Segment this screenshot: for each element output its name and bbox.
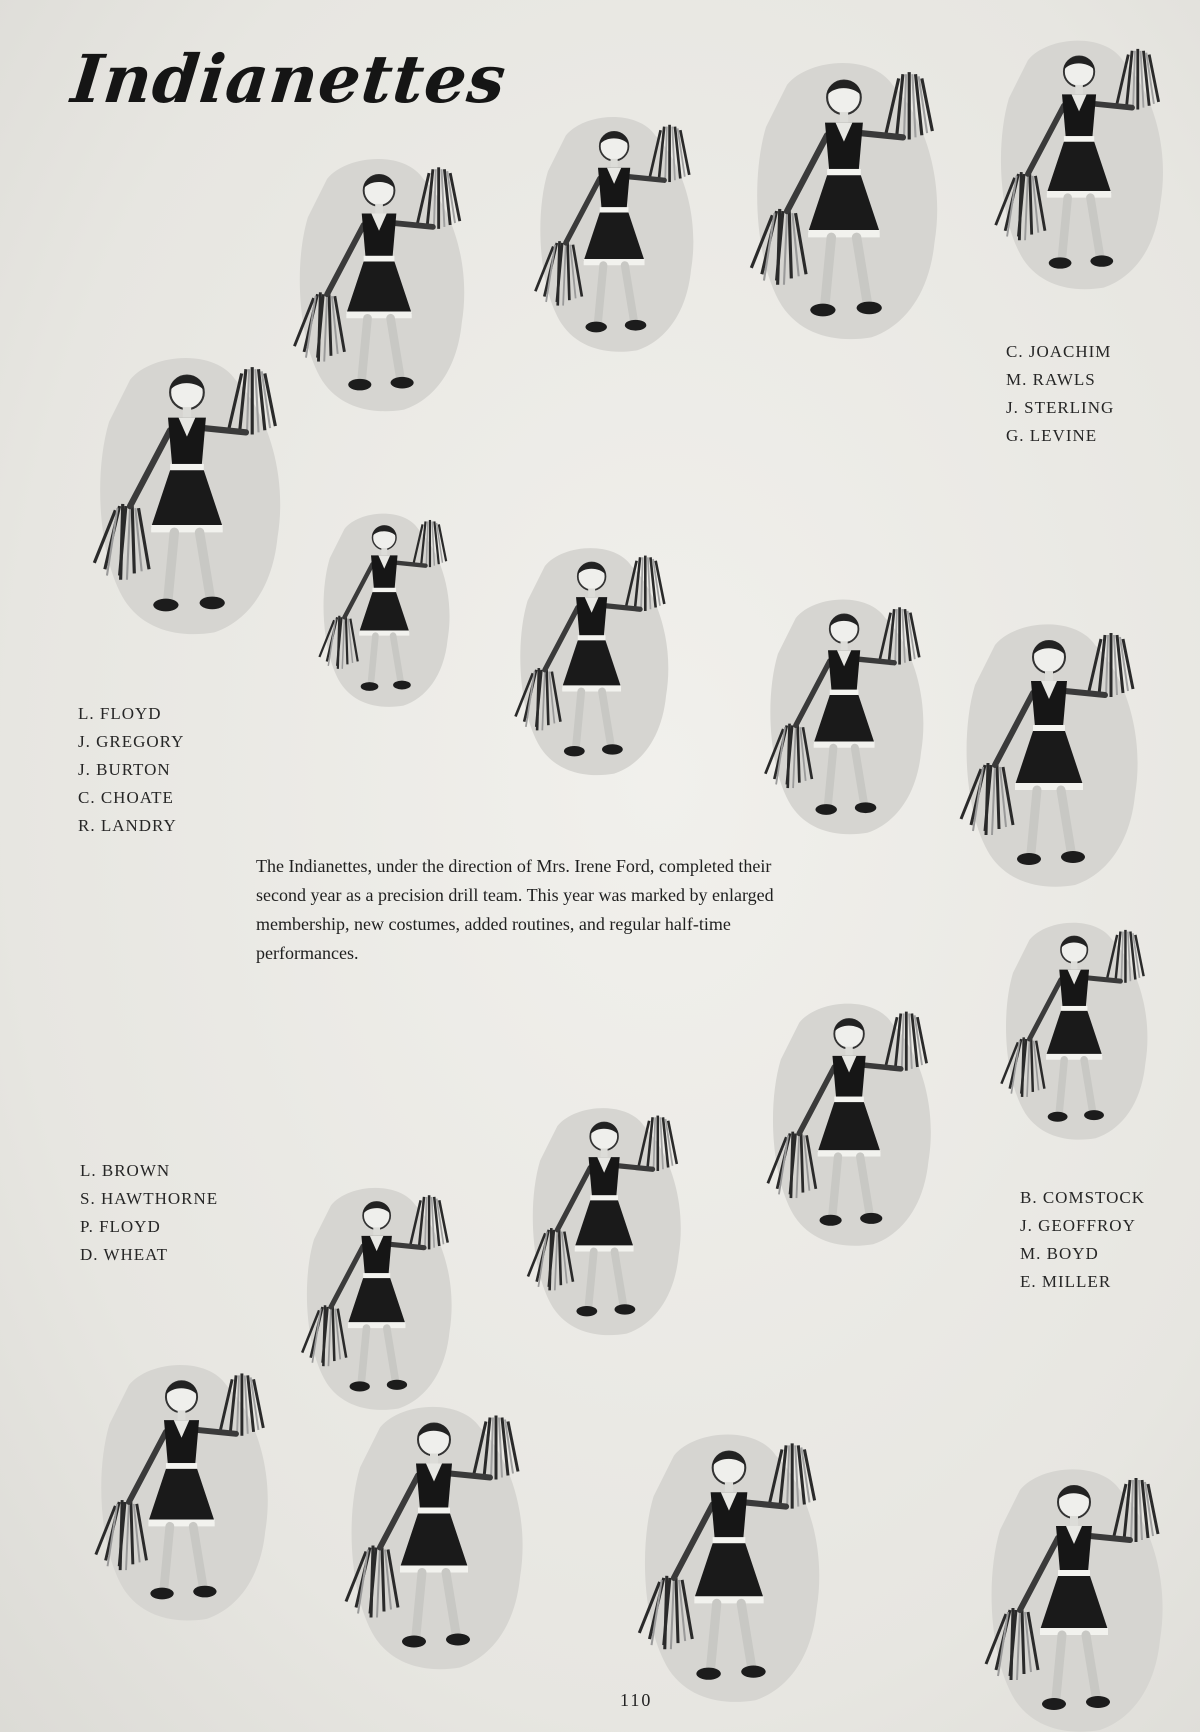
dancer-photo: [990, 25, 1170, 285]
name-item: M. BOYD: [1020, 1244, 1099, 1263]
name-item: M. RAWLS: [1006, 370, 1096, 389]
dancer-photo: [975, 1460, 1175, 1720]
name-item: C. CHOATE: [78, 788, 174, 807]
dancer-photo: [90, 1335, 275, 1630]
description-text: The Indianettes, under the direction of Mrs. Irene Ford, completed their second year as a precision drill team. This year was marked by enlarged membership, new costumes, added routines, and regular half-time performances.: [256, 856, 774, 963]
name-item: J. STERLING: [1006, 398, 1115, 417]
name-item: J. GREGORY: [78, 732, 185, 751]
dancer-photo: [520, 1100, 690, 1325]
dancer-photo: [955, 610, 1145, 880]
name-item: E. MILLER: [1020, 1272, 1112, 1291]
dancer-photo: [510, 540, 675, 765]
name-item: S. HAWTHORNE: [80, 1189, 219, 1208]
name-item: G. LEVINE: [1006, 426, 1098, 445]
dancer-photo: [630, 1425, 830, 1690]
name-item: C. JOACHIM: [1006, 342, 1112, 361]
name-list-bottom-right: [1020, 1184, 1145, 1296]
name-list-middle-left: [78, 700, 184, 840]
page-number: 110: [620, 1690, 653, 1710]
name-item: D. WHEAT: [80, 1245, 168, 1264]
name-item: L. BROWN: [80, 1161, 171, 1180]
dancer-photo: [285, 150, 475, 400]
dancer-photo: [315, 495, 455, 710]
name-item: P. FLOYD: [80, 1217, 161, 1236]
name-item: J. GEOFFROY: [1020, 1216, 1136, 1235]
name-list-top-right: [1006, 338, 1114, 450]
dancer-photo: [530, 100, 700, 350]
description-paragraph: [256, 852, 816, 968]
dancer-photo: [285, 1180, 470, 1400]
page-title: Indianettes: [67, 40, 511, 118]
dancer-photo: [88, 335, 288, 635]
dancer-photo: [975, 915, 1175, 1130]
name-item: J. BURTON: [78, 760, 171, 779]
name-item: R. LANDRY: [78, 816, 177, 835]
name-item: L. FLOYD: [78, 704, 162, 723]
dancer-photo: [760, 590, 930, 825]
name-list-bottom-left: [80, 1157, 218, 1269]
dancer-photo: [340, 1395, 530, 1660]
dancer-photo: [745, 45, 945, 335]
dancer-photo: [745, 995, 955, 1235]
name-item: B. COMSTOCK: [1020, 1188, 1145, 1207]
